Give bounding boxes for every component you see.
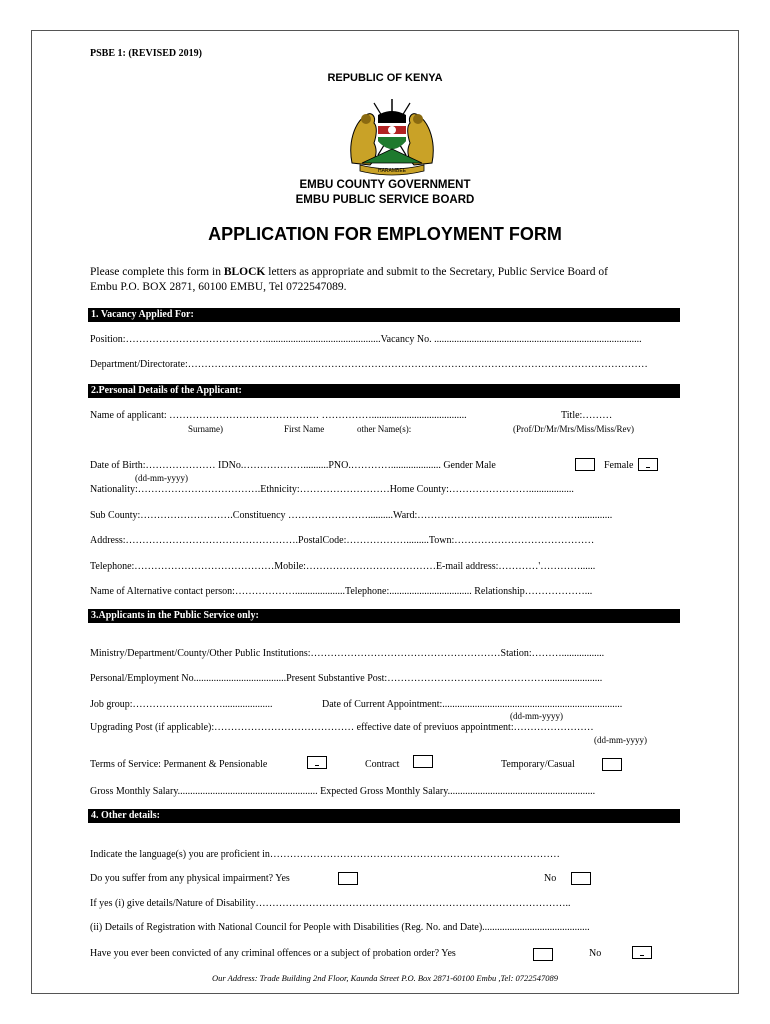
telephone-row[interactable]: Telephone:……………………………………Mobile:…………………………………E-mail address:…………'…………...... bbox=[90, 561, 596, 572]
personal-no-row[interactable]: Personal/Employment No.....................................Present Substantive Post:…………………………………………...................... bbox=[90, 673, 603, 684]
contract-label: Contract bbox=[365, 759, 400, 770]
coat-of-arms-icon bbox=[344, 93, 440, 177]
salary-row[interactable]: Gross Monthly Salary........................................................ Expected Gross Monthly Salary........................................................... bbox=[90, 786, 596, 797]
temporary-checkbox[interactable] bbox=[602, 758, 622, 771]
nationality-row[interactable]: Nationality:……………………………….Ethnicity:………………………Home County:…………………….................. bbox=[90, 484, 574, 495]
footer-address: Our Address: Trade Building 2nd Floor, Kaunda Street P.O. Box 2871-60100 Embu ,Tel: 0722547089 bbox=[211, 973, 559, 983]
permanent-checkbox[interactable] bbox=[307, 756, 327, 769]
temporary-label: Temporary/Casual bbox=[501, 759, 575, 770]
date-format-caption-2: (dd-mm-yyyy) bbox=[594, 735, 647, 745]
section-vacancy-heading: 1. Vacancy Applied For: bbox=[88, 308, 680, 322]
first-name-caption: First Name bbox=[284, 424, 325, 434]
registration-row[interactable]: (ii) Details of Registration with National Council for People with Disabilities (Reg. No. and Date)........................................... bbox=[90, 922, 590, 933]
county-heading: EMBU COUNTY GOVERNMENT bbox=[299, 179, 471, 191]
address-row[interactable]: Address:…………………………………………….PostalCode:……………….........Town:…………………………………… bbox=[90, 535, 595, 546]
other-names-caption: other Name(s): bbox=[357, 424, 412, 434]
form-code: PSBE 1: (REVISED 2019) bbox=[90, 48, 202, 59]
ministry-row[interactable]: Ministry/Department/County/Other Public Institutions:…………………………………………………Station:………................. bbox=[90, 648, 605, 659]
terms-label: Terms of Service: Permanent & Pensionable bbox=[90, 759, 268, 770]
convicted-no-checkbox[interactable] bbox=[632, 946, 652, 959]
section-personal-heading: 2.Personal Details of the Applicant: bbox=[88, 384, 680, 398]
alt-contact-row[interactable]: Name of Alternative contact person:………………....................Telephone:................................. Relationship………………... bbox=[90, 586, 593, 597]
gender-female-checkbox[interactable] bbox=[638, 458, 658, 471]
surname-caption: Surname) bbox=[188, 424, 223, 434]
date-format-caption-1: (dd-mm-yyyy) bbox=[510, 711, 563, 721]
intro-line-1: Please complete this form in BLOCK letters as appropriate and submit to the Secretary, Public Service Board of bbox=[90, 266, 608, 278]
convicted-label: Have you ever been convicted of any criminal offences or a subject of probation order? Yes bbox=[90, 948, 456, 959]
convicted-yes-checkbox[interactable] bbox=[533, 948, 553, 961]
title-field[interactable]: Title:……… bbox=[561, 410, 613, 421]
intro-line-2: Embu P.O. BOX 2871, 60100 EMBU, Tel 0722547089. bbox=[90, 281, 347, 293]
section-other-heading: 4. Other details: bbox=[88, 809, 680, 823]
impairment-yes-checkbox[interactable] bbox=[338, 872, 358, 885]
current-appointment-field[interactable]: Date of Current Appointment:........................................................................ bbox=[322, 699, 623, 710]
gender-male-checkbox[interactable] bbox=[575, 458, 595, 471]
disability-row[interactable]: If yes (i) give details/Nature of Disability………………………………………………………………………………….. bbox=[90, 898, 571, 909]
motto-text: HARAMBEE bbox=[377, 168, 407, 174]
female-label: Female bbox=[604, 460, 634, 471]
position-field[interactable]: Position:……………………………………..............................................Vacancy No. ................................................................................... bbox=[90, 334, 642, 345]
contract-checkbox[interactable] bbox=[413, 755, 433, 768]
sub-county-row[interactable]: Sub County:……………………….Constituency ……………………..........Ward:………………………………………….............. bbox=[90, 510, 613, 521]
page-title: APPLICATION FOR EMPLOYMENT FORM bbox=[208, 224, 562, 244]
convicted-no-label: No bbox=[589, 948, 602, 959]
title-options-caption: (Prof/Dr/Mr/Mrs/Miss/Miss/Rev) bbox=[513, 424, 635, 434]
board-heading: EMBU PUBLIC SERVICE BOARD bbox=[295, 194, 475, 206]
impairment-no-label: No bbox=[544, 873, 557, 884]
job-group-field[interactable]: Job group:……………………….................... bbox=[90, 699, 273, 710]
impairment-label: Do you suffer from any physical impairment? Yes bbox=[90, 873, 290, 884]
upgrading-row[interactable]: Upgrading Post (if applicable):…………………………………… effective date of previuos appointment:…………………… bbox=[90, 722, 594, 733]
dob-format-caption: (dd-mm-yyyy) bbox=[135, 473, 188, 483]
section-public-service-heading: 3.Applicants in the Public Service only: bbox=[88, 609, 680, 623]
department-field[interactable]: Department/Directorate:………………………………………………………………………………………………………………………… bbox=[90, 359, 648, 370]
impairment-no-checkbox[interactable] bbox=[571, 872, 591, 885]
republic-heading: REPUBLIC OF KENYA bbox=[327, 72, 443, 84]
languages-row[interactable]: Indicate the language(s) you are proficient in…………………………………………………………………………… bbox=[90, 849, 560, 860]
dob-id-row[interactable]: Date of Birth:………………… IDNo.………………..........PNO.………….................... Gender Male bbox=[90, 460, 496, 471]
applicant-name-field[interactable]: Name of applicant: ……………………………………… ……………...................................... bbox=[90, 410, 467, 421]
